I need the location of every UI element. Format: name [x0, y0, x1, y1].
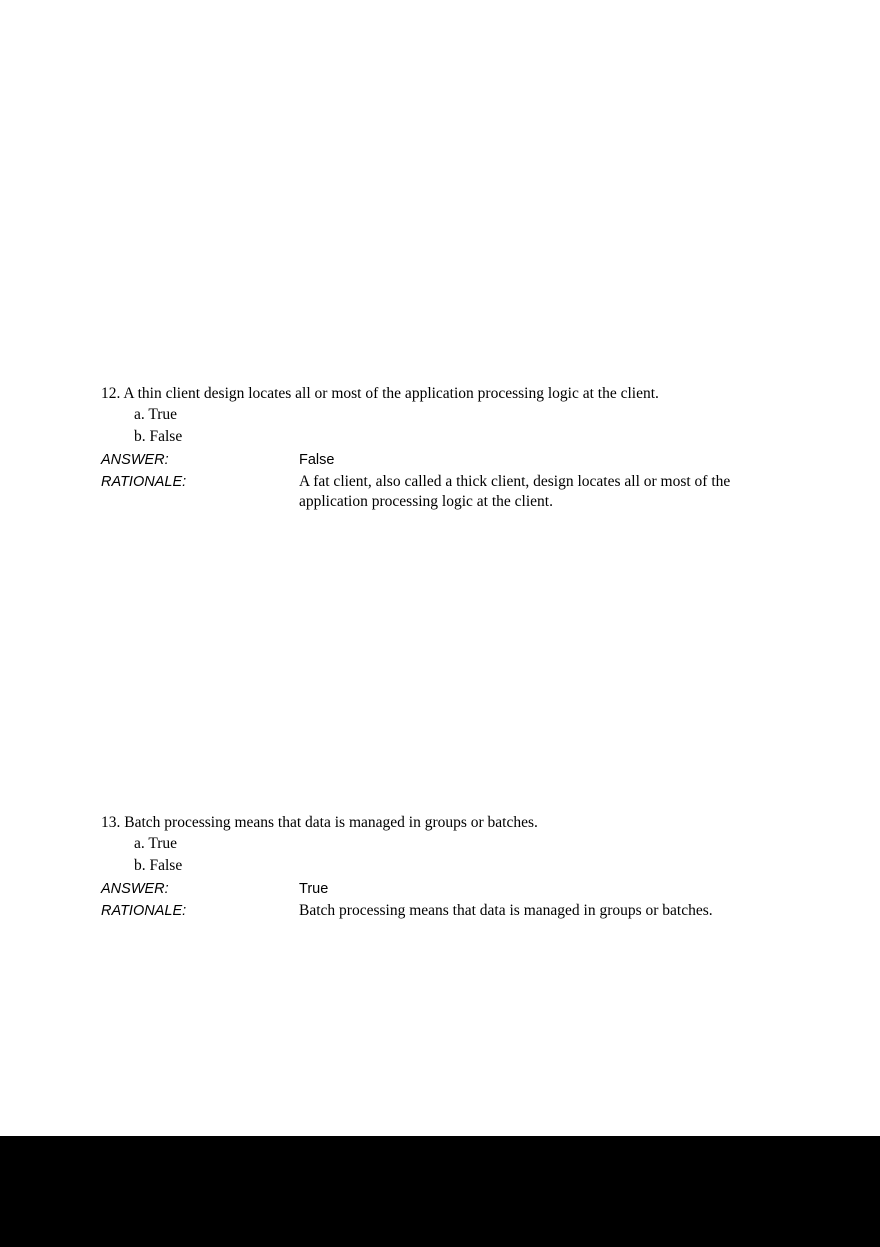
- option-a[interactable]: a. True: [134, 835, 178, 852]
- question-text: A thin client design locates all or most of the application processing logic at the client.: [123, 385, 659, 402]
- question-number: 13.: [101, 814, 121, 831]
- question-stem: [101, 813, 781, 833]
- rationale-row: [101, 472, 781, 512]
- option-b[interactable]: b. False: [134, 427, 183, 445]
- answer-value: True: [299, 881, 329, 897]
- option-b[interactable]: b. False: [134, 856, 183, 874]
- question-block-12: [101, 384, 781, 512]
- answer-options: [101, 404, 781, 447]
- answer-row: [101, 449, 781, 472]
- rationale-row: [101, 901, 781, 922]
- option-a[interactable]: a. True: [134, 406, 178, 423]
- answer-label: ANSWER:: [101, 881, 169, 897]
- question-number: 12.: [101, 385, 121, 402]
- rationale-value: A fat client, also called a thick client, design locates all or most of the application processing logic at the client.: [299, 473, 731, 510]
- rationale-label: RATIONALE:: [101, 903, 187, 919]
- question-metadata: [101, 449, 781, 512]
- answer-label: ANSWER:: [101, 452, 169, 468]
- answer-options: [101, 833, 781, 876]
- answer-row: [101, 878, 781, 901]
- question-text: Batch processing means that data is managed in groups or batches.: [124, 814, 538, 831]
- question-block-13: [101, 813, 781, 922]
- question-metadata: [101, 878, 781, 922]
- rationale-value: Batch processing means that data is managed in groups or batches.: [299, 902, 713, 919]
- rationale-label: RATIONALE:: [101, 474, 187, 490]
- page-footer-bar: [0, 1136, 880, 1247]
- answer-value: False: [299, 452, 335, 468]
- question-stem: [101, 384, 781, 404]
